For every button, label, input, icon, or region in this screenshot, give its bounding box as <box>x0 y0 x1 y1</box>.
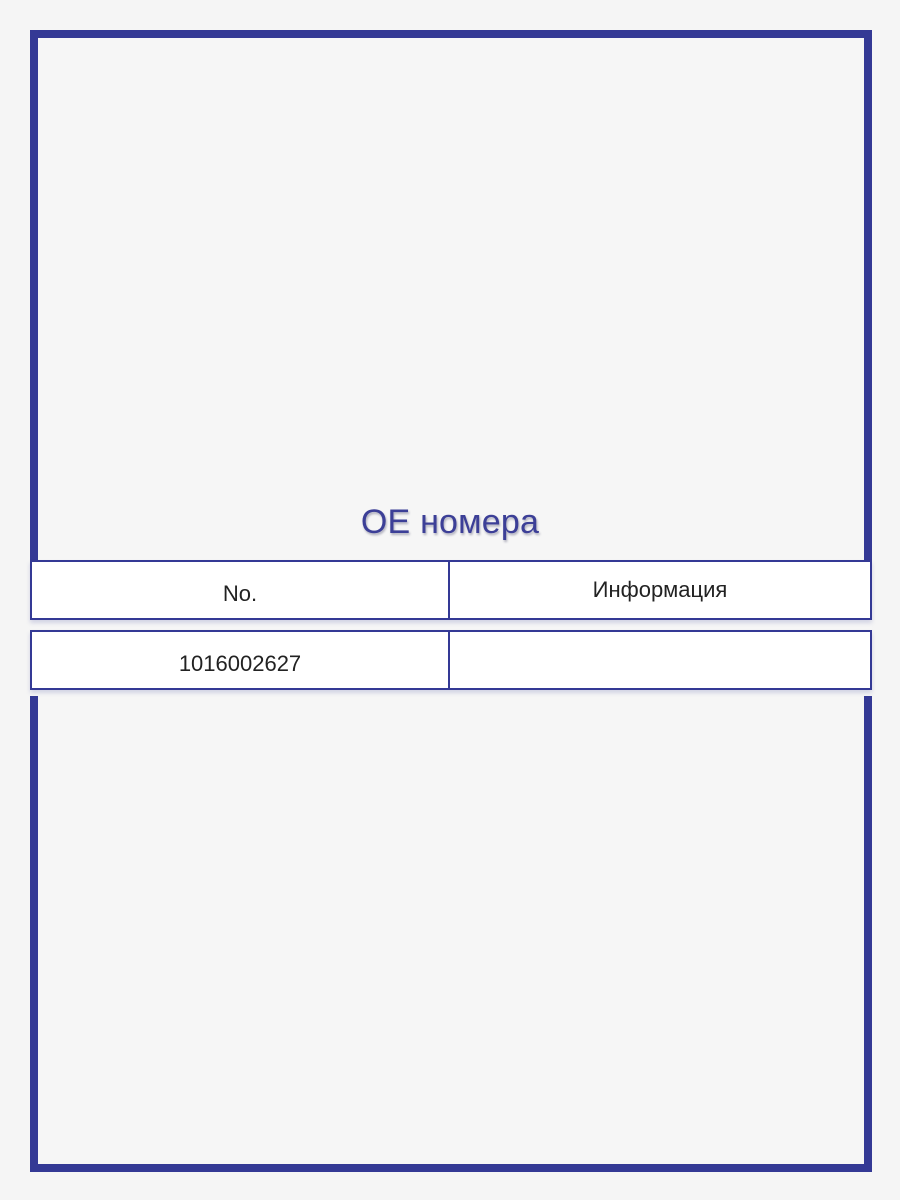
table-row <box>30 630 872 690</box>
cell-oe-number <box>32 632 450 688</box>
section-title: OE номера <box>360 503 540 541</box>
oe-number-value: 1016002627 <box>178 651 302 676</box>
table-header-row <box>30 560 872 620</box>
header-label-info: Информация <box>592 577 728 602</box>
header-cell-number <box>32 562 450 618</box>
header-label-number: No. <box>222 581 258 606</box>
oe-numbers-table <box>30 560 872 696</box>
header-cell-info <box>450 562 870 618</box>
cell-info <box>450 632 870 688</box>
